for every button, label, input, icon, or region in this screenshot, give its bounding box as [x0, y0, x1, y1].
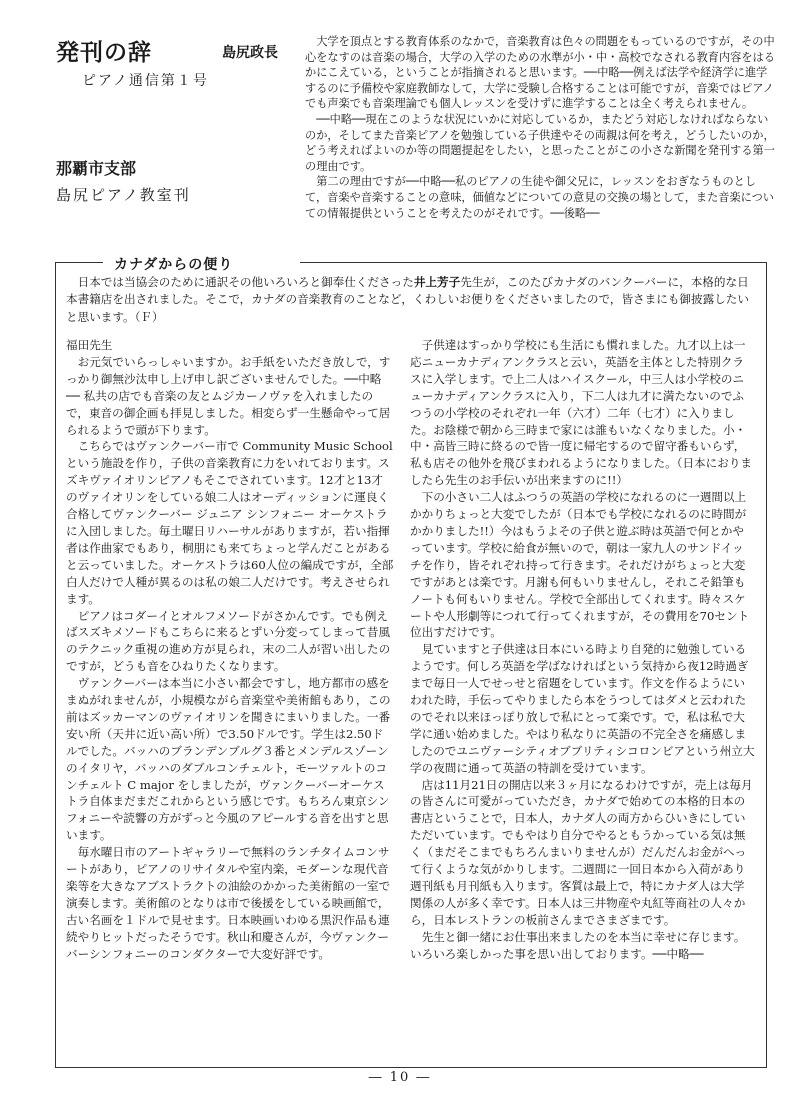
page-number: ― 10 ―: [368, 1070, 432, 1085]
letter-paragraph: 下の小さい二人はふつうの英語の学校になれるのに一週間以上かかりちょっと大変でしたが（日本でも学校になれるのに時間がかかりました!!）今はもうよその子供と遊ぶ時は英語で何とかやっています。学校に給食が無いので，朝は一家九人のサンドイッチを作り，皆それぞれ持って行きます。それだけがちょっと大変ですがあとは楽です。月謝も何もいりませんし，それこそ鉛筆もノートも何もいりません。学校で全部出してくれます。時々スケートや人形劇等につれて行ってくれますが，その費用を70セント位出すだけです。: [410, 490, 750, 640]
editorial-paragraph: 第二の理由ですが──中略──私のピアノの生徒や御父兄に，レッスンをおぎなうものとして，音楽や音楽することの意味，価値などについての意見の交換の場として，また音楽についての情報提供ということを考えたのがそれです。──後略──: [305, 175, 774, 220]
editorial-text: [305, 34, 775, 221]
letter-paragraph: 見ていますと子供達は日本にいる時より自発的に勉強しているようです。何しろ英語を学ばなければという気持から夜12時過ぎまで毎日一人でせっせと宿題をしています。作文を作るようにいわれた時，手伝ってやりましたら本をうつしてはダメと云われたのでそれ以来ほっぽり放しで私にとって楽です。で，私は私で大学に通い始めました。やはり私なりに英語の不完全さを痛感しましたのでユニヴァーシティオブブリティシコロンビアという州立大学の夜間に通って英語の特訓を受けています。: [410, 642, 755, 775]
letter-closing: 先生と御一緒にお仕事出来ましたのを本当に幸せに存じます。いろいろ楽しかった事を思い出しております。──中略──: [410, 929, 746, 961]
frame-top-rule: [55, 262, 103, 263]
letter-paragraph: 子供達はすっかり学校にも生活にも慣れました。九才以上は一応ニューカナディアンクラスと云い，英語を主体とした特別クラスに入学します。で上二人はハイスクール，中三人は小学校のニューカナディアンクラスに入り，下二人は九才に満たないのでふつうの小学校のそれぞれ一年（六才）二年（七才）に入りました。お陰様で朝から三時まで家には誰もいなくなりました。小・中・高皆三時に終るので皆一度に帰宅するので留守番もいらず，私も店その他外を飛びまわれるようになりました。（日本におりましたら先生のお手伝いが出来ますのに!!）: [410, 338, 753, 488]
letter-paragraph: こちらではヴァンクーバー市で Community Music School という施設を作り，子供の音楽教育に力をいれております。スズキヴァイオリンピアノもそこでされています。12才と13才のヴァイオリンをしている娘二人はオーディッションに運良く合格してヴァンクーバー ジュニア シンフォニー オーケストラに入団しました。毎土曜日リハーサルがありますが，若い指揮者は作曲家でもあり，桐朋にも来てちょっと学んだことがあると云っていました。オーケストラは60人位の編成ですが，全部白人だけで人種が異るのは私の娘二人だけです。考えさせられます。: [66, 439, 394, 606]
editorial-paragraph: 大学を頂点とする教育体系のなかで，音楽教育は色々の問題をもっているのですが，その中心をなすのは音楽の場合，大学の入学のための水準が小・中・高校でなされる教育内容をはるかにこえている，ということが指摘されると思います。──中略──例えば法学や経済学に進学するのに予備校や家庭教師なして，大学に受験し合格することは可能ですが，音楽ではピアノでも声楽でも音楽理論でも個人レッスンを受けずに進学することは全く考えられません。: [305, 35, 775, 111]
editorial-paragraph: ──中略──現在このような状況にいかに対応しているか，またどう対応しなければならないのか，そしてまた音楽ピアノを勉強している子供達やその両親は何を考え，どうしたいのか，どう考えればよいのか等の問題提起をしたい，と思ったことがこの小さな新聞を発刊する第一の理由です。: [305, 112, 775, 173]
section-title: カナダからの便り: [110, 254, 237, 274]
letter-paragraph: ピアノはコダーイとオルフメソードがさかんです。でも例えばスズキメソードもこちらに来るとずい分変ってしまって昔風のテクニック重視の進め方が見られ，末の二人が習い出したのですが，どうも音をひねりたくなります。: [66, 608, 391, 674]
article-intro: [66, 274, 756, 326]
intro-text: 先生が，このたびカナダのバンクーバーに，本格的な日本書籍店を出されました。そこで，カナダの音楽教育のことなど，くわしいお便りをくださいましたので，皆さまにも御披露したいと思います。（Ｆ）: [66, 275, 749, 324]
letter-paragraph: 毎水曜日市のアートギャラリーで無料のランチタイムコンサートがあり，ピアノのリサイタルや室内楽，モダーンな現代音楽等を大きなアブストラクトの油絵のかかった美術館の一室で演奏します。美術館のとなりは市で後援をしている映画館で，古い名画を１ドルで見せます。日本映画いわゆる黒沢作品も連続やりヒットだったそうです。秋山和慶さんが，今ヴァンクーバーシンフォニーのコンダクターで大変好評です。: [66, 845, 391, 961]
letter-paragraph: ヴァンクーバーは本当に小さい都会ですし，地方都市の感をまぬがれませんが，小規模ながら音楽堂や美術館もあり，この前はズッカーマンのヴァイオリンを聞きにまいりました。一番安い所（天井に近い高い所）で3.50ドルです。学生は2.50ドルでした。バッハのブランデンブルグ３番とメンデルスゾーンのイタリヤ，バッハのダブルコンチェルト，モーツァルトのコンチェルト C major をしましたが，ヴァンクーバーオーケストラ自体まだまだこれからという感じです。もちろん東京シンフォニーや読響の方がずっと今風のアピールする音を出すと思います。: [66, 676, 391, 843]
branch-name: 那覇市支部: [56, 159, 137, 178]
intro-text: 日本では当協会のために通訳その他いろいろと御奉仕くださった: [77, 275, 414, 289]
letter-paragraph: お元気でいらっしゃいますか。お手紙をいただき放しで，すっかり御無沙汰申し上げ申し訳ございませんでした。──中略── 私共の店でも音楽の友とムジカーノヴァを入れましたので，東音の御企画も拝見しました。相変らず一生懸命やって居られるようで頭が下ります。: [66, 354, 391, 437]
branch-publisher: 島尻ピアノ教室刊: [56, 186, 191, 204]
author-name: 島尻政長: [222, 45, 278, 61]
author-highlight: 井上芳子: [413, 275, 461, 289]
frame-top-rule: [300, 262, 766, 263]
letter-left-column: [66, 337, 394, 963]
letter-salutation: 福田先生: [66, 338, 113, 352]
letter-right-column: [410, 337, 755, 963]
page-title: 発刊の辞: [56, 39, 152, 66]
letter-paragraph: 店は11月21日の開店以来３ヶ月になるわけですが，売上は毎月の皆さんに可愛がっていただき，カナダで始めての本格的日本の書店ということで，日本人，カナダ人の両方からひいきにしていただいています。でもやはり自分でやるともうかっている気は無く（まだそこまでもちろんまいりませんが）だんだんお金がへって行くような気がかりします。二週間に一回日本から入荷があり週刊紙も月刊紙も入ります。客質は最上で，特にカナダ人は大学関係の人が多く幸です。日本人は三井物産や丸紅等商社の人々から，日本レストランの板前さんまでさまざまです。: [410, 777, 753, 927]
issue-label: ピアノ通信第１号: [82, 73, 209, 89]
